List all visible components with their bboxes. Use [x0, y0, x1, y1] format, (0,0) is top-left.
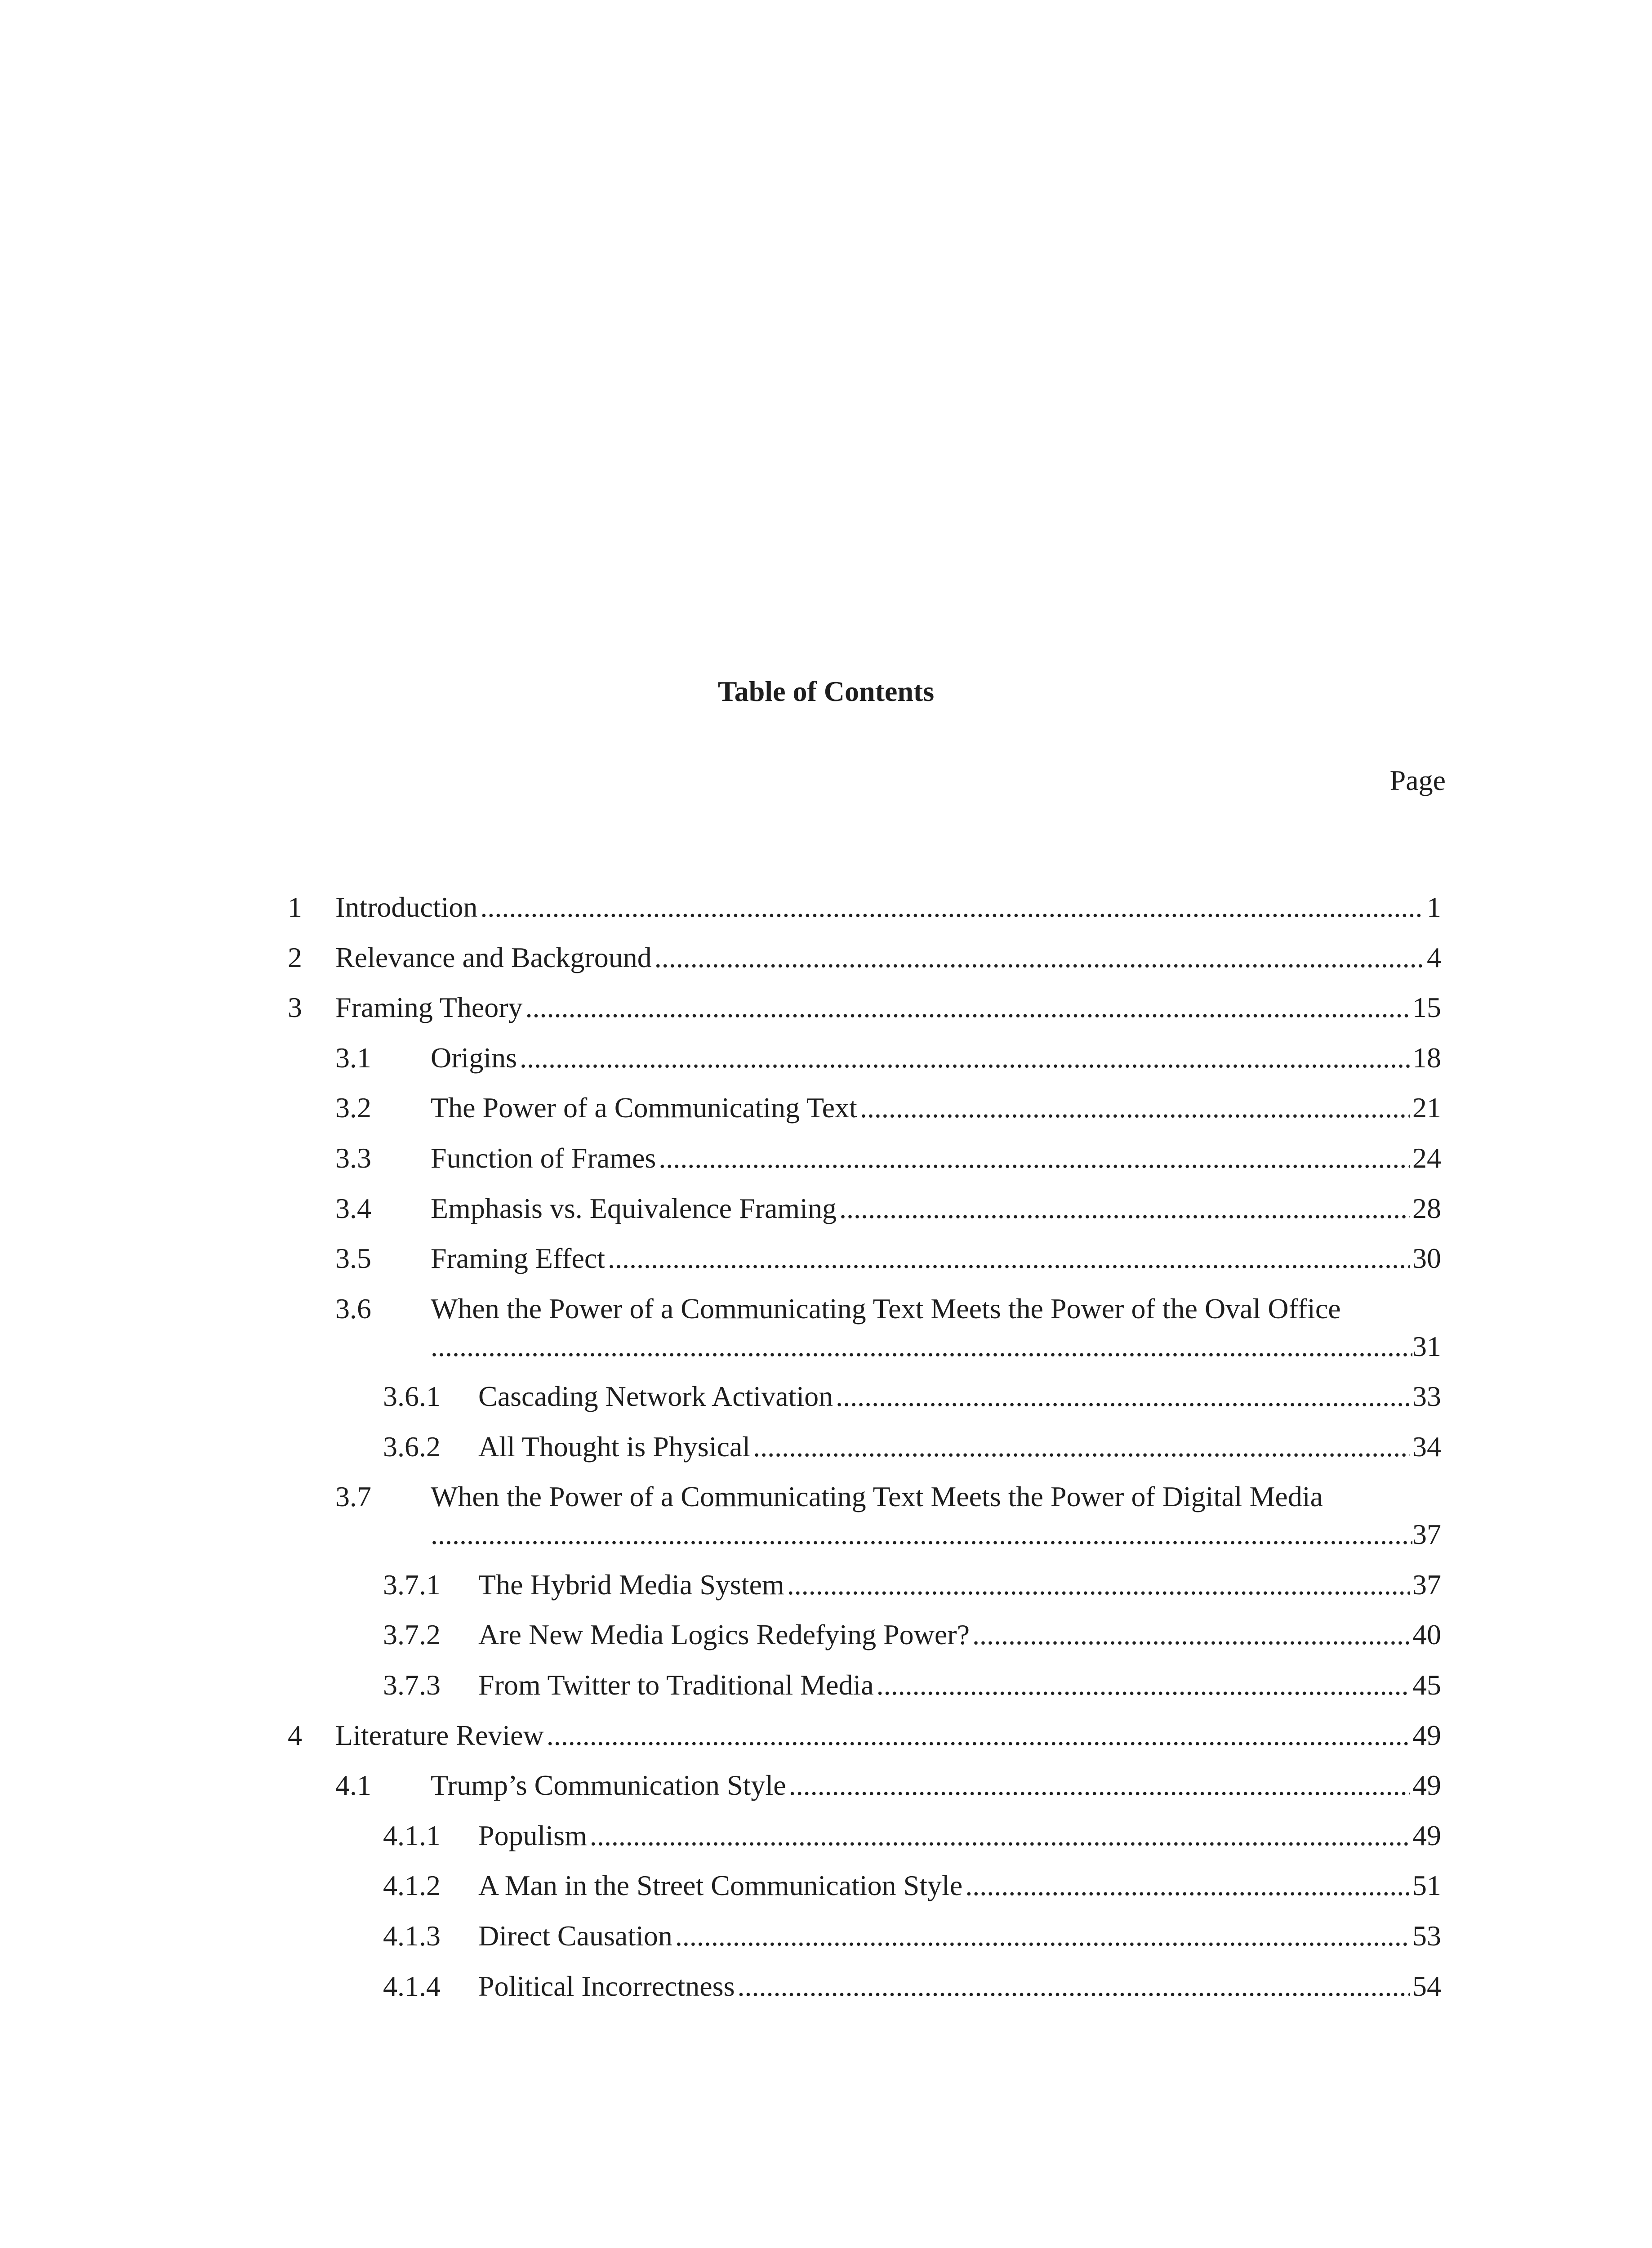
toc-entry-title: All Thought is Physical: [478, 1431, 751, 1463]
toc-dot-leader: [787, 1567, 1410, 1603]
toc-entry-number: 4.1.3: [383, 1920, 441, 1952]
toc-entry-number: 3.6.1: [383, 1380, 441, 1412]
toc-dot-leader: [860, 1090, 1410, 1126]
toc-entry-number: 4.1.2: [383, 1869, 441, 1901]
toc-dot-leader: [789, 1767, 1410, 1803]
toc-dot-leader: [590, 1818, 1410, 1854]
toc-dot-leader: [608, 1240, 1410, 1276]
toc-entry-page: 34: [1412, 1431, 1441, 1463]
toc-dot-leader: [839, 1191, 1410, 1227]
toc-dot-leader: [480, 889, 1424, 925]
toc-entry-number: 3.7.3: [383, 1669, 441, 1701]
toc-entry-title: Populism: [478, 1820, 587, 1851]
toc-entry-page: 37: [1412, 1569, 1441, 1601]
toc-entry[interactable]: [335, 1140, 1441, 1176]
toc-entry-page: 21: [1412, 1092, 1441, 1124]
toc-entry-title: Origins: [431, 1042, 517, 1074]
toc-entry[interactable]: [335, 1291, 1441, 1365]
toc-entry-page: 49: [1412, 1769, 1441, 1801]
toc-entry[interactable]: [383, 1968, 1441, 2004]
toc-entry-title: From Twitter to Traditional Media: [478, 1669, 874, 1701]
toc-entry-page: 49: [1412, 1820, 1441, 1851]
toc-dot-leader: [659, 1140, 1410, 1176]
toc-entry-number: 3.2: [335, 1092, 371, 1124]
toc-dot-leader: [753, 1429, 1410, 1465]
toc-entry[interactable]: [288, 889, 1441, 925]
toc-entry[interactable]: [288, 940, 1441, 976]
toc-entry[interactable]: [288, 990, 1441, 1026]
toc-entry-page: 24: [1412, 1142, 1441, 1174]
toc-entry-page: 54: [1412, 1970, 1441, 2002]
toc-entry-page: 45: [1412, 1669, 1441, 1701]
toc-entry[interactable]: [335, 1479, 1441, 1552]
toc-dot-leader: [836, 1378, 1410, 1414]
toc-entry-title: Are New Media Logics Redefying Power?: [478, 1619, 970, 1650]
toc-dot-leader: [547, 1717, 1410, 1753]
toc-entry-number: 1: [288, 891, 302, 923]
toc-entry-page: 49: [1412, 1719, 1441, 1751]
toc-dot-leader: [675, 1918, 1410, 1954]
toc-entry-number: 2: [288, 941, 302, 973]
toc-entry-number: 3.6: [335, 1293, 371, 1325]
toc-entry-page: 51: [1412, 1869, 1441, 1901]
toc-entry[interactable]: [288, 1717, 1441, 1753]
toc-entry-title: Literature Review: [335, 1719, 544, 1751]
toc-entry-page: 37: [1412, 1518, 1441, 1550]
toc-entry-number: 4: [288, 1719, 302, 1751]
toc-entry-number: 3.1: [335, 1042, 371, 1074]
toc-dot-leader: [972, 1617, 1410, 1653]
toc-entry[interactable]: [335, 1090, 1441, 1126]
toc-entry-page: 15: [1412, 991, 1441, 1023]
toc-dot-leader: [525, 990, 1410, 1026]
toc-entry[interactable]: [383, 1868, 1441, 1904]
toc-entry-number: 3.7.2: [383, 1619, 441, 1650]
toc-entry-title: A Man in the Street Communication Style: [478, 1869, 963, 1901]
toc-entry-title: Introduction: [335, 891, 478, 923]
toc-entry[interactable]: [335, 1240, 1441, 1276]
toc-dot-leader: [431, 1329, 1412, 1365]
toc-entry-page: 1: [1427, 891, 1441, 923]
toc-entry-page: 28: [1412, 1192, 1441, 1224]
toc-entry[interactable]: [383, 1429, 1441, 1465]
toc-entry-number: 3.6.2: [383, 1431, 441, 1463]
toc-entry-number: 3.7.1: [383, 1569, 441, 1601]
toc-entry-page: 33: [1412, 1380, 1441, 1412]
toc-entry-title: When the Power of a Communicating Text Meets the Power of the Oval Office: [431, 1293, 1341, 1325]
toc-entry-number: 3: [288, 991, 302, 1023]
toc-entry[interactable]: [335, 1040, 1441, 1076]
toc-dot-leader: [655, 940, 1424, 976]
toc-entry-title: Framing Theory: [335, 991, 523, 1023]
toc-entry-page: 18: [1412, 1042, 1441, 1074]
toc-entry-title: Political Incorrectness: [478, 1970, 735, 2002]
toc-entry[interactable]: [335, 1191, 1441, 1227]
toc-entry-page: 53: [1412, 1920, 1441, 1952]
toc-entry-number: 4.1.1: [383, 1820, 441, 1851]
toc-dot-leader: [737, 1968, 1410, 2004]
toc-entry-number: 3.4: [335, 1192, 371, 1224]
toc-entry-number: 4.1.4: [383, 1970, 441, 2002]
toc-entry-page: 31: [1412, 1330, 1441, 1362]
toc-entry-title: The Hybrid Media System: [478, 1569, 784, 1601]
toc-dot-leader: [877, 1667, 1410, 1703]
toc-entry-title: Function of Frames: [431, 1142, 656, 1174]
toc-dot-leader: [431, 1517, 1412, 1552]
toc-entry-number: 3.3: [335, 1142, 371, 1174]
toc-entry[interactable]: [383, 1818, 1441, 1854]
toc-entry-title: Direct Causation: [478, 1920, 672, 1952]
toc-entry-title: When the Power of a Communicating Text Meets the Power of Digital Media: [431, 1481, 1323, 1512]
toc-entry-title: Emphasis vs. Equivalence Framing: [431, 1192, 837, 1224]
toc-entry-number: 3.7: [335, 1481, 371, 1512]
toc-entry-title: The Power of a Communicating Text: [431, 1092, 857, 1124]
toc-entry-title: Trump’s Communication Style: [431, 1769, 786, 1801]
toc-entry-page: 40: [1412, 1619, 1441, 1650]
toc-entry[interactable]: [335, 1767, 1441, 1803]
page-column-heading: Page: [1389, 764, 1446, 796]
toc-entry-number: 4.1: [335, 1769, 371, 1801]
toc-entry[interactable]: [383, 1378, 1441, 1414]
toc-entry[interactable]: [383, 1617, 1441, 1653]
toc-entry[interactable]: [383, 1918, 1441, 1954]
toc-entry-title: Relevance and Background: [335, 941, 652, 973]
toc-dot-leader: [965, 1868, 1410, 1904]
toc-entry-page: 30: [1412, 1242, 1441, 1274]
toc-title: Table of Contents: [717, 675, 935, 707]
toc-entry[interactable]: [383, 1667, 1441, 1703]
toc-dot-leader: [520, 1040, 1410, 1076]
toc-entry-page: 4: [1427, 941, 1441, 973]
toc-entry[interactable]: [383, 1567, 1441, 1603]
toc-entry-title: Cascading Network Activation: [478, 1380, 833, 1412]
toc-entry-title: Framing Effect: [431, 1242, 606, 1274]
toc-entry-number: 3.5: [335, 1242, 371, 1274]
